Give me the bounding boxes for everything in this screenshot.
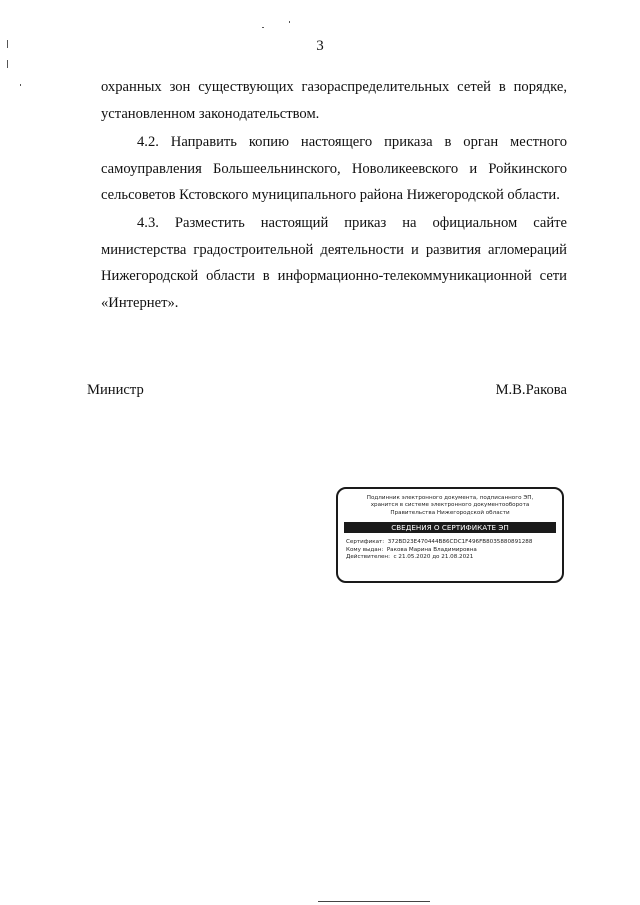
page-number: 3 — [316, 38, 324, 54]
stamp-header — [338, 495, 562, 517]
paragraph-line: установленном законодательством. — [101, 105, 320, 122]
paragraph-4-3 — [101, 210, 567, 316]
signatory-name: М.В.Ракова — [495, 382, 567, 398]
paragraph-line: 4.2. Направить копию настоящего приказа в орган местного — [137, 134, 567, 150]
certificate-row — [346, 539, 554, 547]
certificate-label: Сертификат: — [346, 539, 386, 546]
bottom-divider — [318, 901, 430, 902]
paragraph-line: Нижегородской области в информационно-телекоммуникационной сети — [101, 268, 567, 284]
paragraph-line: 4.3. Разместить настоящий приказ на официальном сайте — [137, 215, 567, 231]
stamp-header-line: Подлинник электронного документа, подписанного ЭП, — [366, 495, 534, 501]
paragraph-4-2 — [101, 129, 567, 209]
signatory-position: Министр — [87, 382, 144, 398]
paragraph-zones — [101, 74, 567, 127]
certificate-value: 372BD23E470444B86CDC1F496FB8035880891288 — [387, 539, 533, 546]
paragraph-line: самоуправления Большеельнинского, Новоликеевского и Ройкинского — [101, 160, 567, 177]
paragraph-line: охранных зон существующих газораспределительных сетей в порядке, — [101, 79, 567, 95]
issued-to-label: Кому выдан: — [346, 546, 386, 553]
stamp-title: СВЕДЕНИЯ О СЕРТИФИКАТЕ ЭП — [344, 522, 556, 533]
paragraph-line: министерства градостроительной деятельности и развития агломераций — [101, 241, 567, 258]
stamp-details — [346, 539, 554, 562]
paragraph-line: «Интернет». — [101, 294, 179, 311]
issued-to-value: Ракова Марина Владимировна — [386, 546, 477, 553]
stamp-header-line: Правительства Нижегородской области — [390, 509, 510, 516]
scan-artifact — [20, 84, 21, 86]
scan-artifact — [289, 21, 290, 23]
scan-artifact — [262, 27, 264, 28]
paragraph-line: сельсоветов Кстовского муниципального района Нижегородской области. — [101, 187, 560, 203]
scan-artifact — [7, 60, 8, 68]
stamp-header-line: хранится в системе электронного документооборота — [370, 502, 530, 509]
validity-value: с 21.05.2020 до 21.08.2021 — [393, 554, 474, 561]
validity-row — [346, 554, 554, 562]
electronic-signature-stamp — [336, 487, 564, 583]
validity-label: Действителен: — [346, 554, 392, 561]
signature-block — [87, 382, 567, 399]
